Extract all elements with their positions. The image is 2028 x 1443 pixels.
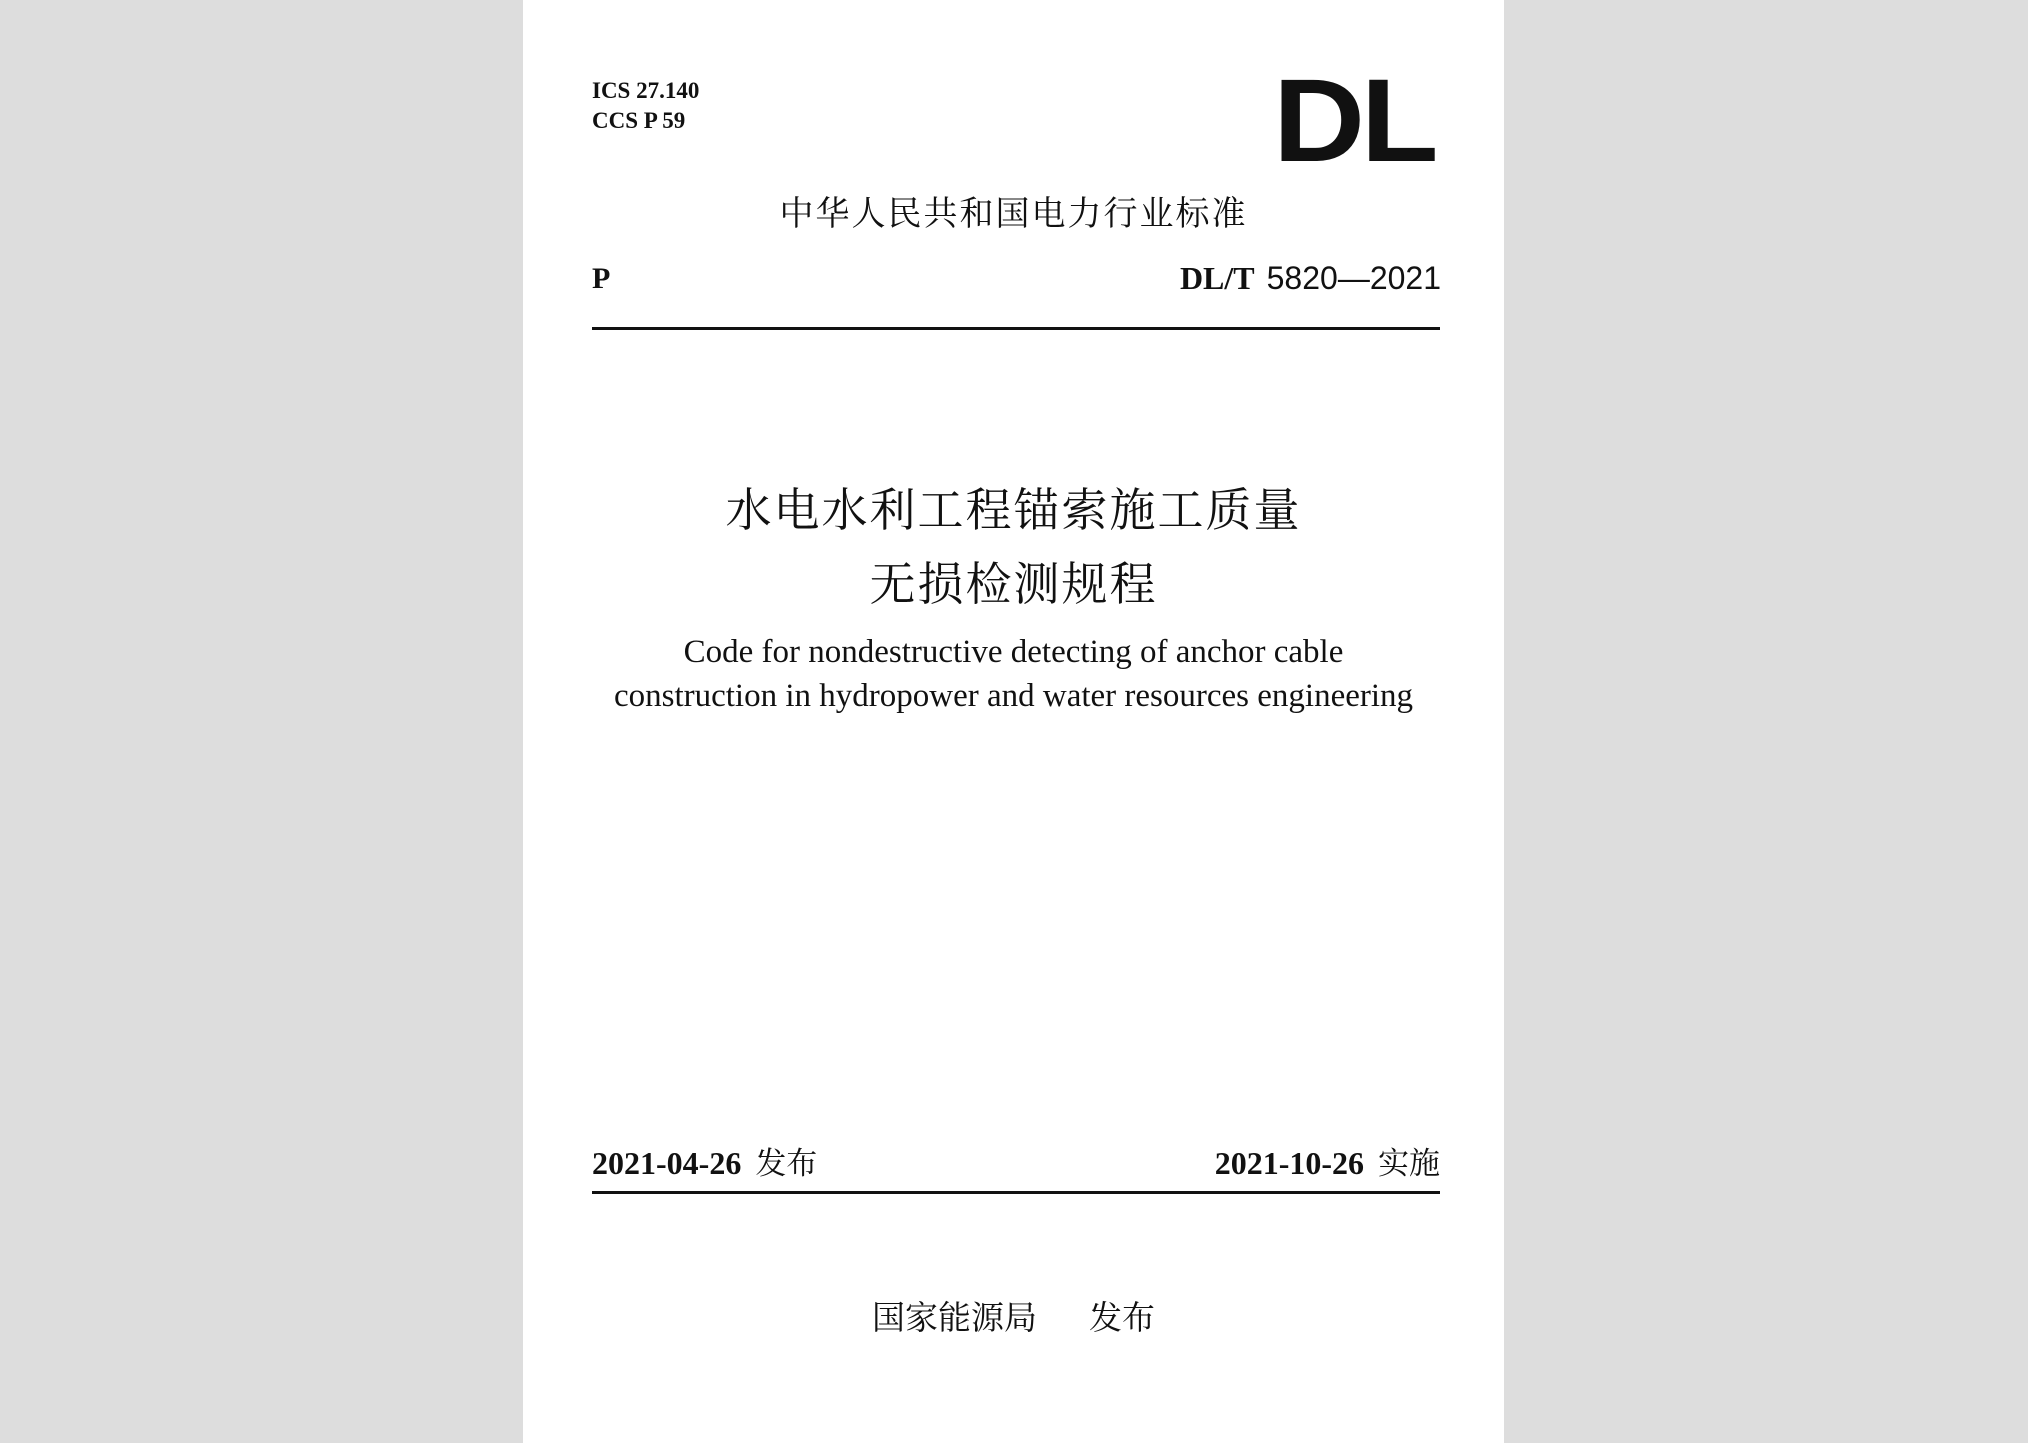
publisher-name: 国家能源局 [872,1298,1037,1337]
effective-date-row [1215,1138,1440,1183]
ccs-code: CCS P 59 [592,108,686,133]
title-en-line2: construction in hydropower and water resources engineering [613,678,1414,714]
effective-date: 2021-10-26 [1214,1145,1364,1181]
publisher-line [523,1292,1504,1339]
issue-date-row [592,1138,817,1183]
date-divider [592,1191,1440,1194]
issue-label: 发布 [755,1146,818,1182]
issue-date: 2021-04-26 [592,1145,742,1181]
standard-number [1180,260,1441,297]
title-cn-line1: 水电水利工程锚索施工质量 [725,483,1302,537]
publish-label: 发布 [1089,1298,1155,1337]
dl-logo: DL [1273,55,1435,187]
title-cn-line2: 无损检测规程 [869,557,1158,611]
standard-number-value: 5820—2021 [1266,260,1441,296]
industry-standard-title: 中华人民共和国电力行业标准 [779,194,1248,234]
classification-code: P [592,262,611,295]
ics-ccs-codes [592,76,699,136]
document-page [523,0,1504,1443]
title-en-line1: Code for nondestructive detecting of anchor cable [683,634,1344,670]
effective-label: 实施 [1378,1146,1440,1182]
ics-code: ICS 27.140 [592,78,700,103]
standard-prefix: DL/T [1179,260,1255,296]
header-divider [592,327,1440,330]
